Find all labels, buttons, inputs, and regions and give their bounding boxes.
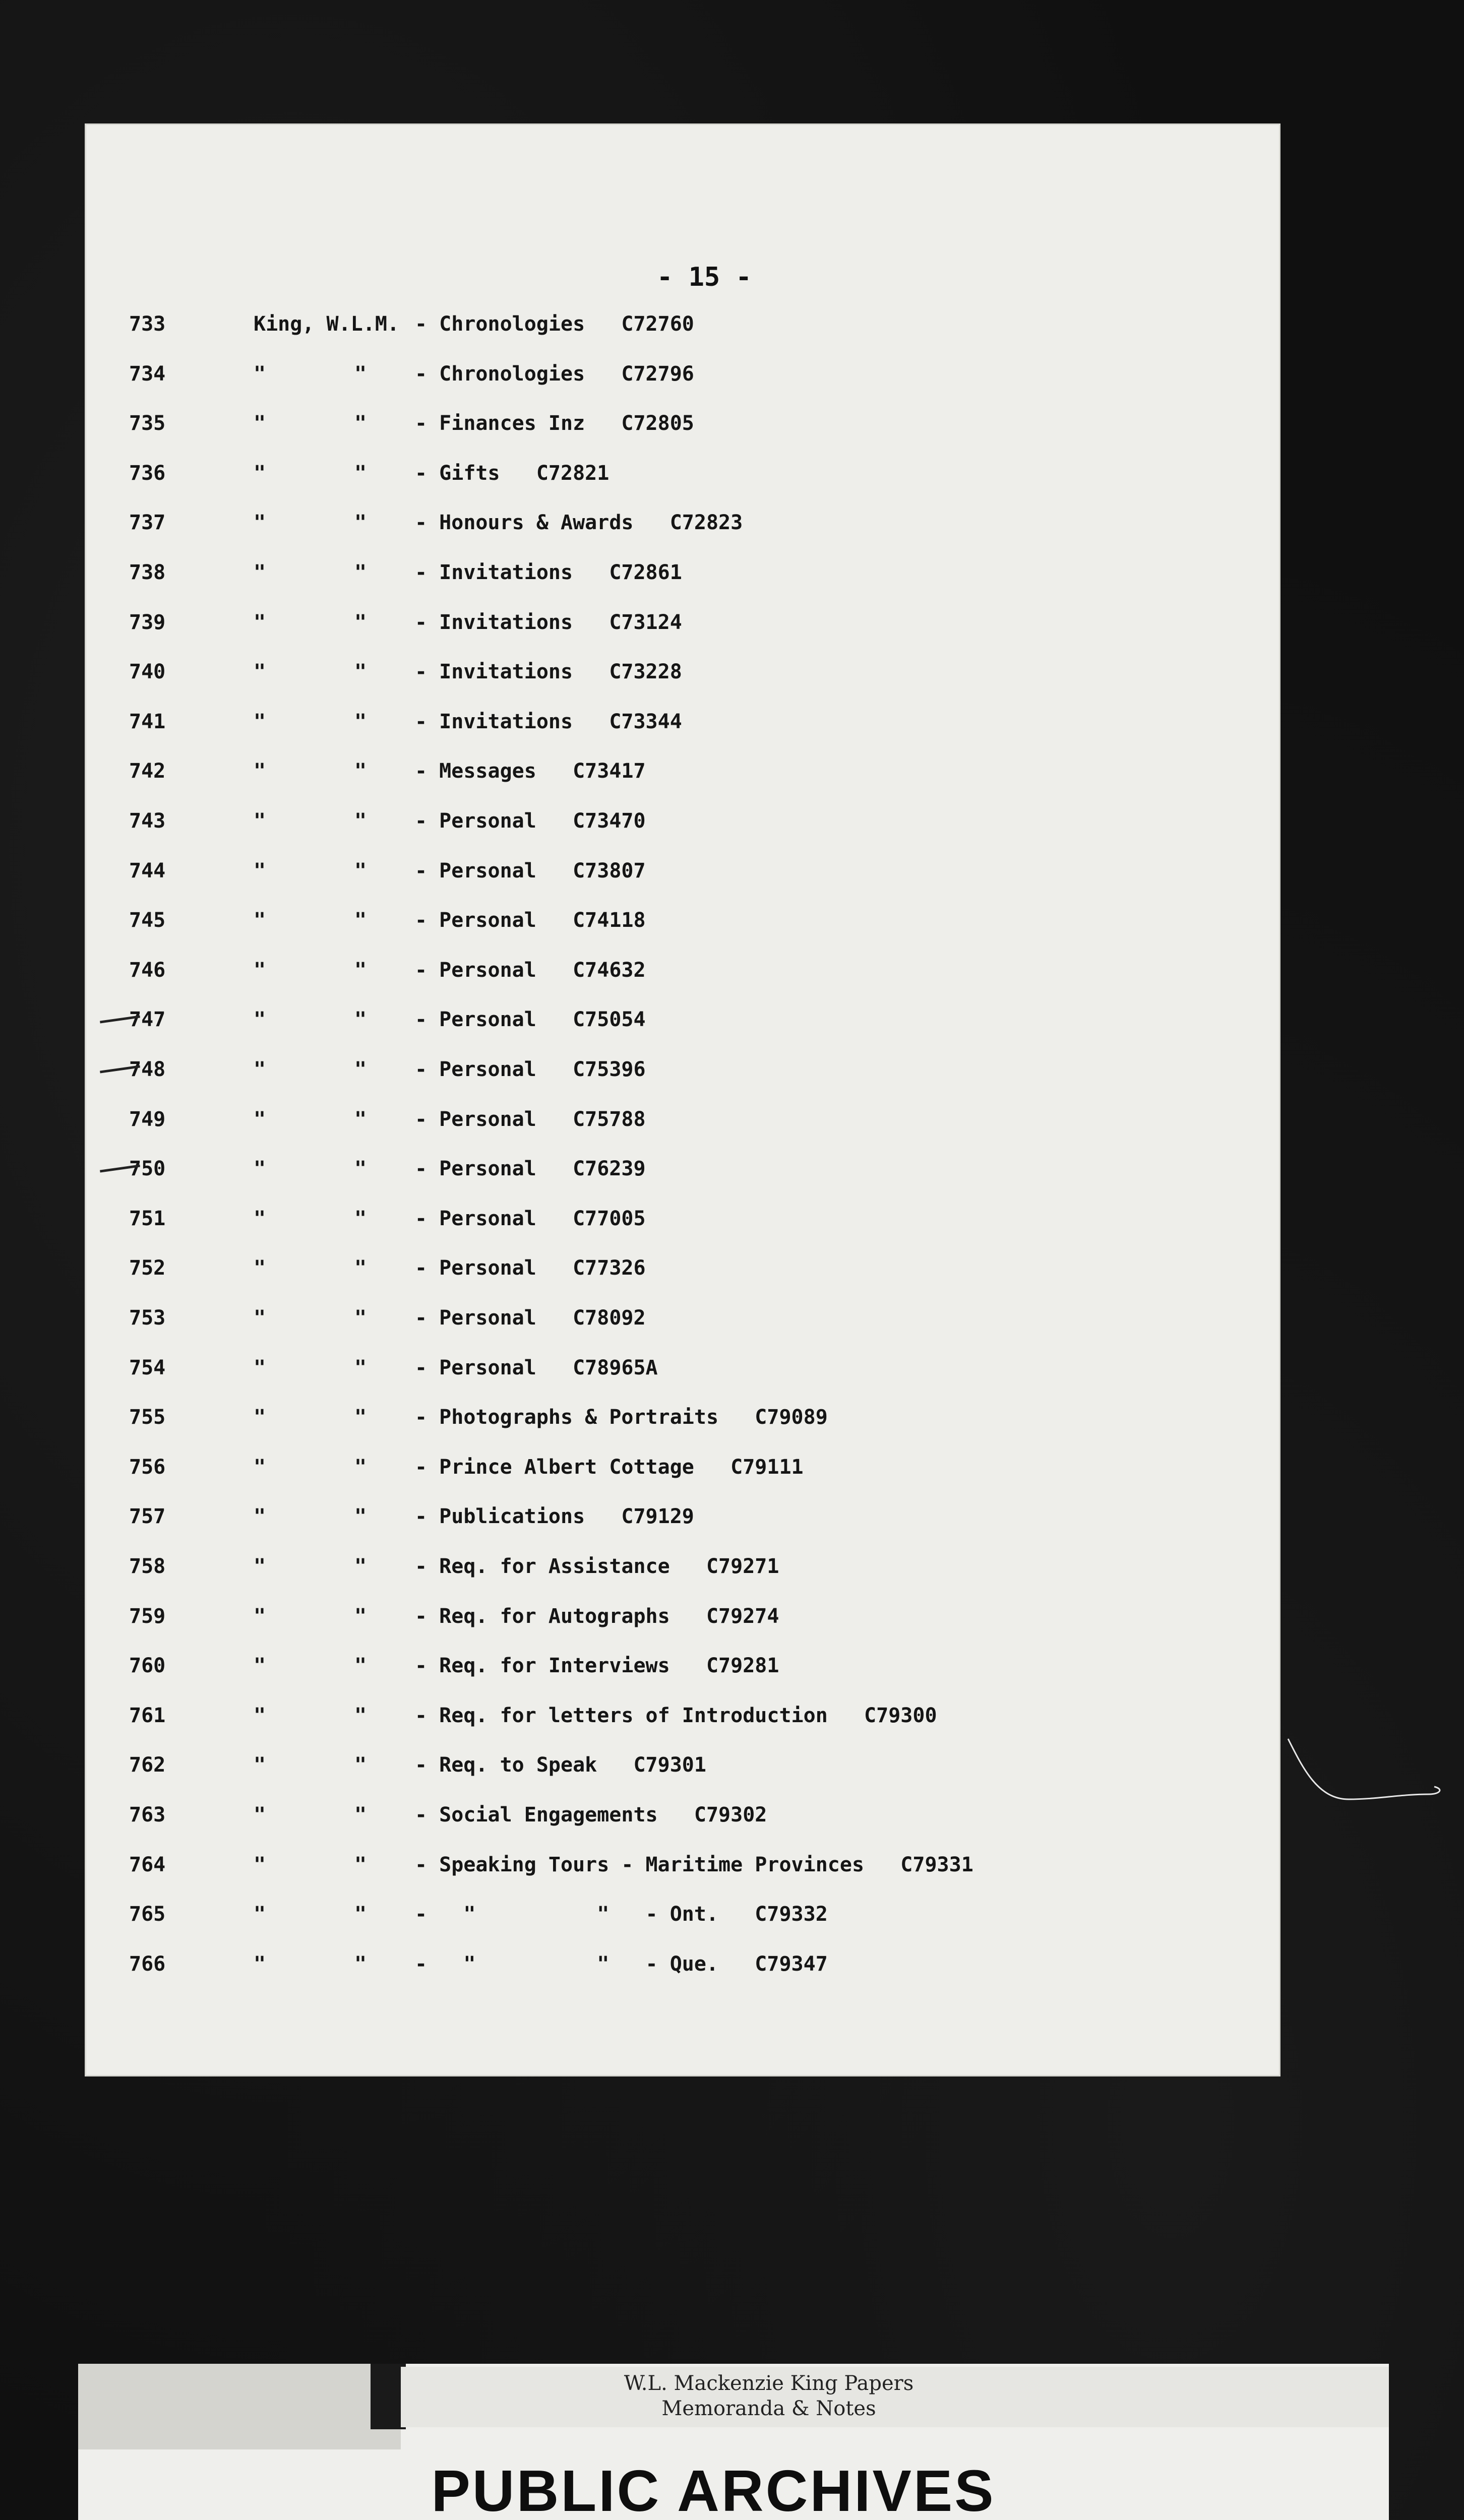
ditto-mark: " [254, 760, 266, 783]
ditto-mark: " [254, 958, 266, 982]
ditto-mark: " [254, 610, 266, 634]
entry-subject: - Honours & Awards C72823 [415, 511, 743, 535]
entry-number: 746 [129, 958, 166, 982]
ditto-mark: " [254, 511, 266, 535]
entry-number: 733 [129, 312, 166, 336]
entry-number: 736 [129, 461, 166, 485]
entry-number: 749 [129, 1107, 166, 1131]
collection-name: W.L. Mackenzie King Papers [624, 2372, 914, 2395]
ditto-mark: " [354, 958, 367, 982]
entry-subject: - Personal C75396 [415, 1058, 646, 1081]
ditto-mark: " [354, 909, 367, 932]
ditto-mark: " [254, 1058, 266, 1081]
entry-subject: - Chronologies C72760 [415, 312, 694, 336]
entry-number: 744 [129, 859, 166, 883]
ditto-mark: " [354, 461, 367, 485]
ditto-mark: " [354, 412, 367, 435]
entry-row [85, 1654, 1280, 1694]
entry-number: 760 [129, 1654, 166, 1678]
ditto-mark: " [354, 1952, 367, 1976]
entry-number: 743 [129, 809, 166, 833]
entry-subject: - Personal C78092 [415, 1306, 646, 1330]
entry-row [85, 362, 1280, 403]
entry-number: 752 [129, 1256, 166, 1280]
ditto-mark: " [254, 1256, 266, 1280]
entry-row [85, 1505, 1280, 1545]
ditto-mark: " [354, 1008, 367, 1032]
archive-label-card [78, 2364, 1389, 2520]
entry-number: 734 [129, 362, 166, 386]
entry-subject: - Personal C78965A [415, 1356, 658, 1379]
entry-number: 754 [129, 1356, 166, 1379]
ditto-mark: " [254, 1753, 266, 1777]
ditto-mark: " [354, 1455, 367, 1479]
ditto-mark: " [254, 859, 266, 883]
entry-row [85, 1356, 1280, 1397]
entry-subject: - Personal C74118 [415, 909, 646, 932]
ditto-mark: " [354, 1604, 367, 1628]
entry-subject: - Personal C77005 [415, 1207, 646, 1230]
entry-number: 753 [129, 1306, 166, 1330]
ditto-mark: " [354, 1107, 367, 1131]
entry-number: 755 [129, 1406, 166, 1429]
ditto-mark: " [254, 1107, 266, 1131]
entry-row [85, 959, 1280, 999]
ditto-mark: " [354, 362, 367, 386]
entry-number: 745 [129, 909, 166, 932]
ditto-mark: " [354, 660, 367, 684]
ditto-mark: " [354, 760, 367, 783]
entry-number: 758 [129, 1555, 166, 1578]
entry-subject: - Req. for letters of Introduction C79300 [415, 1704, 937, 1727]
entry-row [85, 1207, 1280, 1247]
entry-number: 738 [129, 561, 166, 584]
ditto-mark: " [354, 1256, 367, 1280]
entry-number: 741 [129, 710, 166, 733]
entry-number: 756 [129, 1455, 166, 1479]
entry-subject: - Chronologies C72796 [415, 362, 694, 386]
ditto-mark: " [254, 1654, 266, 1678]
entry-row [85, 462, 1280, 502]
ditto-mark: " [254, 909, 266, 932]
ditto-mark: " [354, 1704, 367, 1727]
entry-subject: - Req. to Speak C79301 [415, 1753, 706, 1777]
entry-row [85, 312, 1280, 353]
ditto-mark: " [254, 1952, 266, 1976]
entry-row [85, 1058, 1280, 1098]
ditto-mark: " [354, 710, 367, 733]
ditto-mark: " [254, 1903, 266, 1926]
entry-subject: - Invitations C73228 [415, 660, 682, 684]
ditto-mark: " [354, 1207, 367, 1230]
ditto-mark: " [354, 1505, 367, 1529]
ditto-mark: " [254, 561, 266, 584]
ditto-mark: " [354, 561, 367, 584]
entry-subject: - Req. for Assistance C79271 [415, 1555, 779, 1578]
entry-row [85, 1256, 1280, 1297]
entry-row [85, 1605, 1280, 1645]
entry-number: 762 [129, 1753, 166, 1777]
entry-person: King, W.L.M. [254, 312, 399, 336]
ditto-mark: " [354, 1853, 367, 1876]
entry-subject: - Finances Inz C72805 [415, 412, 694, 435]
ditto-mark: " [254, 1406, 266, 1429]
entry-subject: - Photographs & Portraits C79089 [415, 1406, 828, 1429]
entry-number: 737 [129, 511, 166, 535]
entry-row [85, 1903, 1280, 1943]
entry-number: 750 [129, 1157, 166, 1181]
entry-subject: - Speaking Tours - Maritime Provinces C79331 [415, 1853, 973, 1876]
entry-subject: - Messages C73417 [415, 760, 646, 783]
series-name: Memoranda & Notes [661, 2397, 876, 2420]
ditto-mark: " [254, 1803, 266, 1826]
entry-number: 747 [129, 1008, 166, 1032]
ditto-mark: " [254, 1207, 266, 1230]
ditto-mark: " [254, 412, 266, 435]
entry-subject: - Personal C77326 [415, 1256, 646, 1280]
ditto-mark: " [354, 511, 367, 535]
entry-subject: - Personal C75788 [415, 1107, 646, 1131]
ditto-mark: " [254, 1853, 266, 1876]
ditto-mark: " [354, 1555, 367, 1578]
ditto-mark: " [354, 809, 367, 833]
entry-row [85, 809, 1280, 850]
entry-subject: - Invitations C73344 [415, 710, 682, 733]
entry-list [85, 123, 1280, 2076]
ditto-mark: " [354, 1753, 367, 1777]
entry-row [85, 1753, 1280, 1794]
entry-subject: - Personal C74632 [415, 958, 646, 982]
entry-number: 742 [129, 760, 166, 783]
archive-name-english: PUBLIC ARCHIVES [431, 2458, 996, 2520]
entry-subject: - Req. for Interviews C79281 [415, 1654, 779, 1678]
entry-subject: - Personal C75054 [415, 1008, 646, 1032]
entry-subject: - Personal C73807 [415, 859, 646, 883]
ditto-mark: " [354, 1356, 367, 1379]
document-page [85, 123, 1280, 2076]
entry-row [85, 1952, 1280, 1993]
ditto-mark: " [254, 710, 266, 733]
entry-number: 740 [129, 660, 166, 684]
entry-row [85, 1803, 1280, 1844]
entry-row [85, 511, 1280, 551]
ditto-mark: " [254, 1157, 266, 1181]
entry-row [85, 561, 1280, 601]
ditto-mark: " [254, 1555, 266, 1578]
entry-row [85, 1456, 1280, 1496]
ditto-mark: " [254, 660, 266, 684]
entry-row [85, 611, 1280, 651]
ditto-mark: " [254, 809, 266, 833]
entry-subject: - Personal C73470 [415, 809, 646, 833]
ditto-mark: " [354, 610, 367, 634]
entry-subject: - Social Engagements C79302 [415, 1803, 767, 1826]
ditto-mark: " [254, 1704, 266, 1727]
entry-row [85, 1853, 1280, 1894]
entry-row [85, 1704, 1280, 1744]
ditto-mark: " [354, 1306, 367, 1330]
collection-tag [401, 2367, 1389, 2427]
entry-subject: - " " - Ont. C79332 [415, 1903, 828, 1926]
entry-row [85, 412, 1280, 452]
entry-number: 757 [129, 1505, 166, 1529]
entry-row [85, 909, 1280, 949]
ditto-mark: " [254, 1306, 266, 1330]
entry-row [85, 710, 1280, 750]
entry-row [85, 1108, 1280, 1148]
entry-subject: - Prince Albert Cottage C79111 [415, 1455, 804, 1479]
entry-row [85, 660, 1280, 701]
ditto-mark: " [254, 362, 266, 386]
entry-number: 751 [129, 1207, 166, 1230]
entry-number: 766 [129, 1952, 166, 1976]
entry-number: 748 [129, 1058, 166, 1081]
page-number: - 15 - [657, 262, 752, 292]
entry-subject: - Gifts C72821 [415, 461, 609, 485]
entry-subject: - Publications C79129 [415, 1505, 694, 1529]
entry-subject: - Req. for Autographs C79274 [415, 1604, 779, 1628]
ditto-mark: " [254, 1505, 266, 1529]
ditto-mark: " [354, 1058, 367, 1081]
entry-number: 739 [129, 610, 166, 634]
ditto-mark: " [354, 1803, 367, 1826]
ditto-mark: " [354, 1654, 367, 1678]
ditto-mark: " [254, 1356, 266, 1379]
ditto-mark: " [254, 461, 266, 485]
entry-subject: - Personal C76239 [415, 1157, 646, 1181]
ditto-mark: " [354, 1406, 367, 1429]
entry-row [85, 1406, 1280, 1446]
entry-row [85, 859, 1280, 900]
entry-row [85, 1306, 1280, 1347]
entry-subject: - " " - Que. C79347 [415, 1952, 828, 1976]
ditto-mark: " [354, 1157, 367, 1181]
entry-row [85, 760, 1280, 800]
paper-curl-mark [1283, 1724, 1454, 1824]
ditto-mark: " [254, 1604, 266, 1628]
entry-number: 764 [129, 1853, 166, 1876]
ditto-mark: " [254, 1455, 266, 1479]
entry-row [85, 1555, 1280, 1595]
entry-number: 761 [129, 1704, 166, 1727]
ditto-mark: " [354, 1903, 367, 1926]
label-torn-corner [78, 2364, 401, 2449]
entry-number: 763 [129, 1803, 166, 1826]
entry-number: 759 [129, 1604, 166, 1628]
entry-row [85, 1008, 1280, 1048]
entry-number: 765 [129, 1903, 166, 1926]
entry-subject: - Invitations C73124 [415, 610, 682, 634]
entry-number: 735 [129, 412, 166, 435]
entry-row [85, 1157, 1280, 1198]
ditto-mark: " [354, 859, 367, 883]
ditto-mark: " [254, 1008, 266, 1032]
entry-subject: - Invitations C72861 [415, 561, 682, 584]
